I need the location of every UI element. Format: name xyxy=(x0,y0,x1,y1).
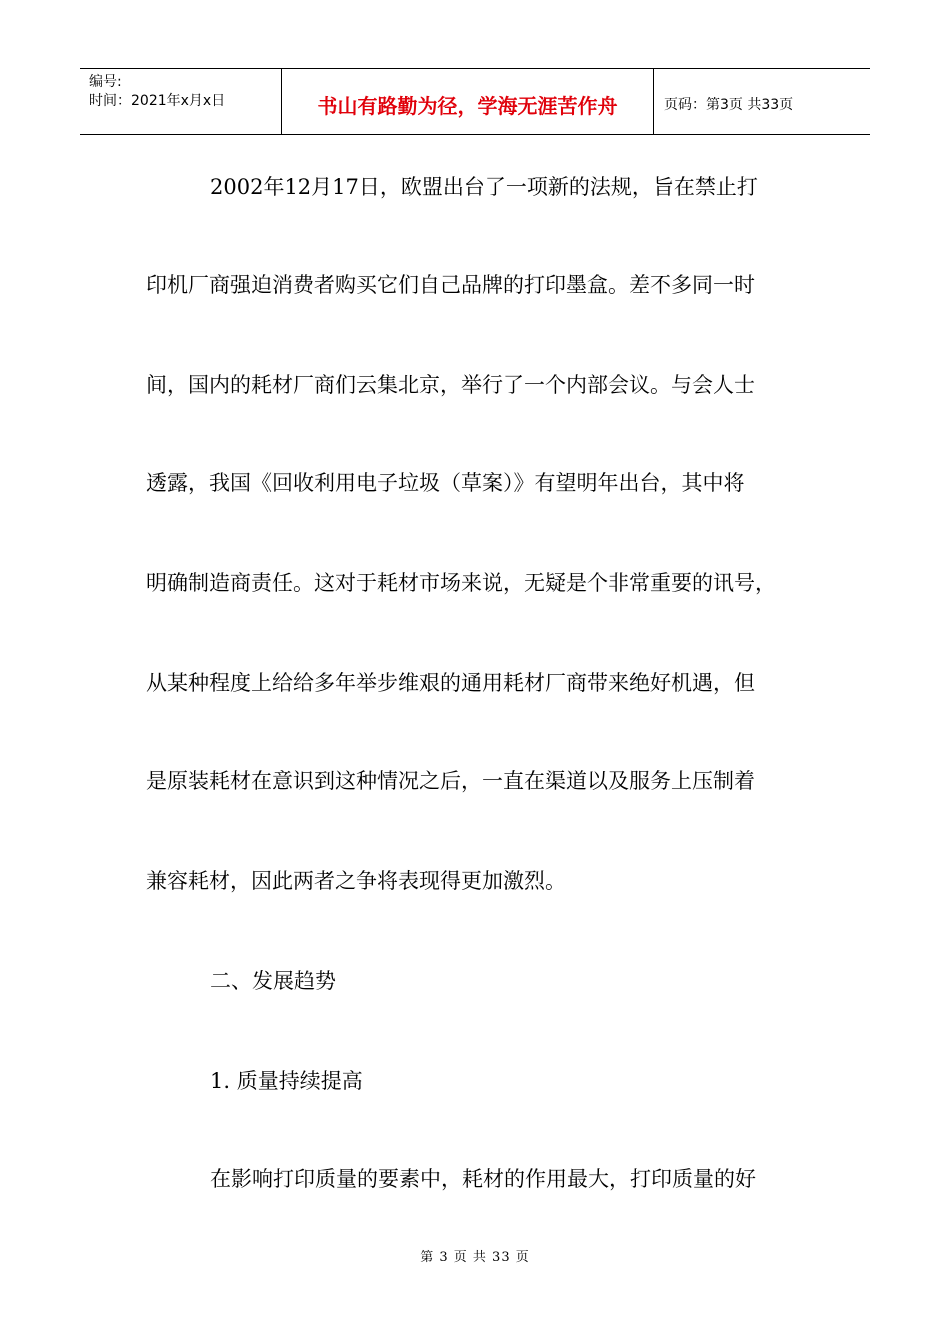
header-motto: 书山有路勤为径，学海无涯苦作舟 xyxy=(282,69,654,134)
body-line-5: 明确制造商责任。这对于耗材市场来说，无疑是个非常重要的讯号， xyxy=(146,571,776,595)
body-line-7: 是原装耗材在意识到这种情况之后，一直在渠道以及服务上压制着 xyxy=(146,769,755,793)
header-page-code: 页码：第3页 共33页 xyxy=(664,96,794,113)
document-number-label: 编号: xyxy=(89,74,122,90)
body-line-8: 兼容耗材，因此两者之争将表现得更加激烈。 xyxy=(146,869,566,893)
subsection-heading: 1. 质量持续提高 xyxy=(210,1069,363,1093)
body-line-1: 2002年12月17日，欧盟出台了一项新的法规，旨在禁止打 xyxy=(210,175,758,199)
body-line-6: 从某种程度上给给多年举步维艰的通用耗材厂商带来绝好机遇，但 xyxy=(146,671,755,695)
body-line-3: 间，国内的耗材厂商们云集北京，举行了一个内部会议。与会人士 xyxy=(146,373,755,397)
body-line-9: 在影响打印质量的要素中，耗材的作用最大，打印质量的好 xyxy=(210,1167,756,1191)
document-time-label: 时间：2021年x月x日 xyxy=(89,93,226,109)
page-footer: 第 3 页 共 33 页 xyxy=(420,1250,530,1265)
body-line-2: 印机厂商强迫消费者购买它们自己品牌的打印墨盒。差不多同一时 xyxy=(146,273,755,297)
section-heading: 二、发展趋势 xyxy=(210,969,336,993)
body-line-4: 透露，我国《回收利用电子垃圾（草案）》有望明年出台，其中将 xyxy=(146,471,745,495)
page-header xyxy=(80,68,870,135)
header-meta xyxy=(80,69,282,134)
